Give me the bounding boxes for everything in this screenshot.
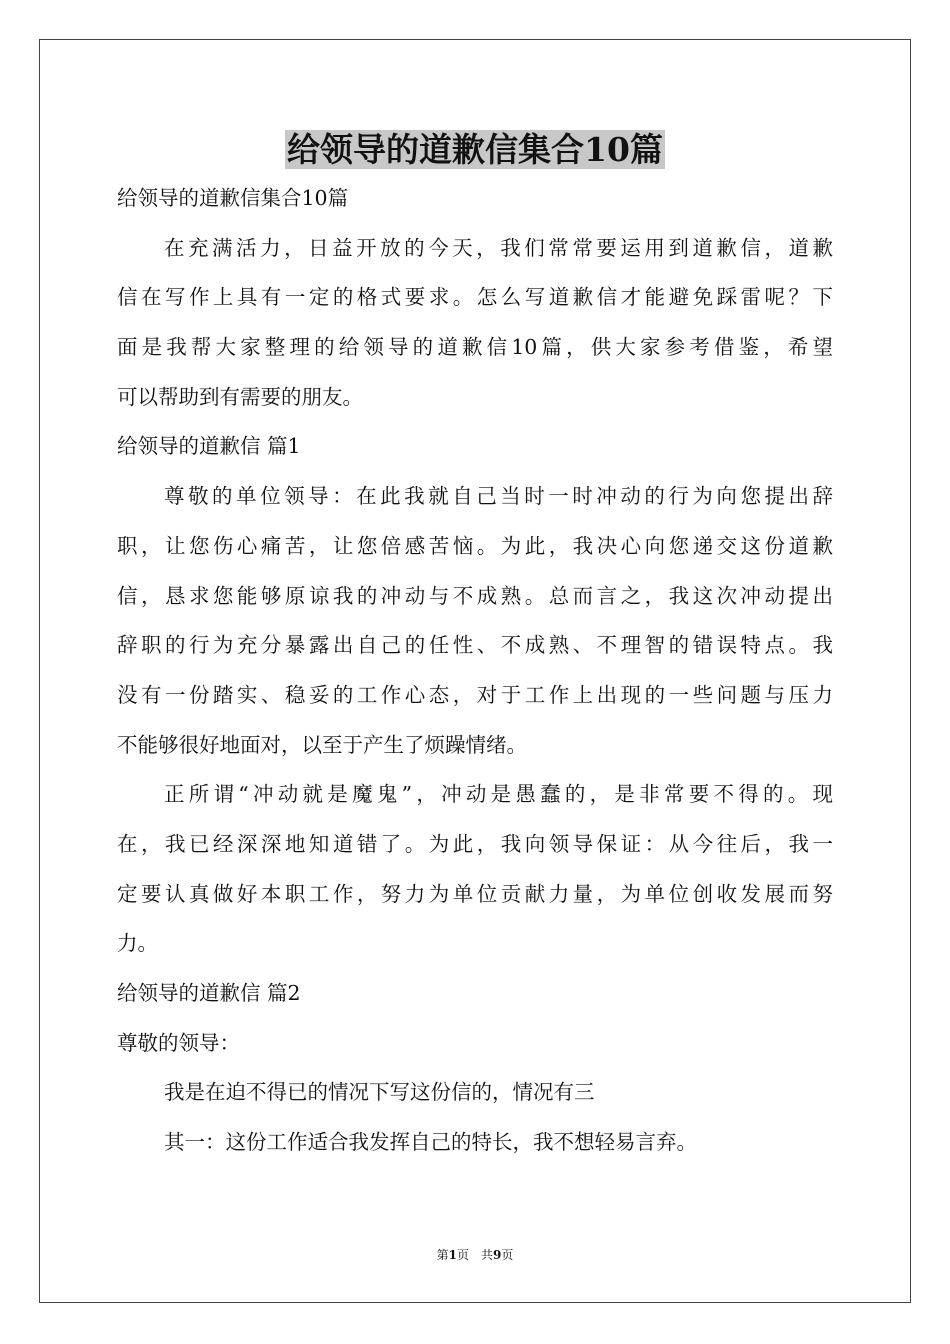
section-heading-2: 给领导的道歉信 篇2 <box>117 981 301 1005</box>
paragraph-line: 职，让您伤心痛苦，让您倍感苦恼。为此，我决心向您递交这份道歉 <box>117 533 833 558</box>
subtitle-line: 给领导的道歉信集合10篇 <box>117 186 349 210</box>
paragraph-line: 定要认真做好本职工作，努力为单位贡献力量，为单位创收发展而努 <box>117 881 833 906</box>
paragraph-line: 正所谓“冲动就是魔鬼”，冲动是愚蠢的，是非常要不得的。现 <box>164 782 833 807</box>
page-suffix: 页 <box>456 1248 469 1262</box>
paragraph-line: 力。 <box>117 931 158 956</box>
page-current: 1 <box>448 1248 457 1262</box>
salutation: 尊敬的领导： <box>117 1030 240 1055</box>
page-footer <box>0 1246 950 1264</box>
paragraph-line: 其一：这份工作适合我发挥自己的特长，我不想轻易言弃。 <box>164 1130 697 1155</box>
paragraph-line: 辞职的行为充分暴露出自己的任性、不成熟、不理智的错误特点。我 <box>117 633 833 658</box>
paragraph-line: 尊敬的单位领导：在此我就自己当时一时冲动的行为向您提出辞 <box>164 484 833 509</box>
paragraph-line: 我是在迫不得已的情况下写这份信的，情况有三 <box>164 1080 595 1105</box>
document-body <box>117 174 833 1168</box>
document-title <box>0 128 950 172</box>
paragraph-line: 在，我已经深深地知道错了。为此，我向领导保证：从今往后，我一 <box>117 831 833 856</box>
page-total: 9 <box>493 1248 502 1262</box>
total-prefix: 共 <box>481 1248 494 1262</box>
document-title-text: 给领导的道歉信集合10篇 <box>287 130 663 169</box>
page-prefix: 第 <box>436 1248 449 1262</box>
paragraph-line: 没有一份踏实、稳妥的工作心态，对于工作上出现的一些问题与压力 <box>117 682 833 707</box>
intro-line: 信在写作上具有一定的格式要求。怎么写道歉信才能避免踩雷呢？下 <box>117 285 833 310</box>
paragraph-line: 不能够很好地面对，以至于产生了烦躁情绪。 <box>117 732 527 757</box>
paragraph-line: 信，恳求您能够原谅我的冲动与不成熟。总而言之，我这次冲动提出 <box>117 583 833 608</box>
total-suffix: 页 <box>501 1248 514 1262</box>
section-heading-1: 给领导的道歉信 篇1 <box>117 434 301 459</box>
intro-line: 可以帮助到有需要的朋友。 <box>117 384 363 409</box>
intro-line: 在充满活力，日益开放的今天，我们常常要运用到道歉信，道歉 <box>164 235 833 260</box>
intro-line: 面是我帮大家整理的给领导的道歉信10篇，供大家参考借鉴，希望 <box>117 335 833 360</box>
